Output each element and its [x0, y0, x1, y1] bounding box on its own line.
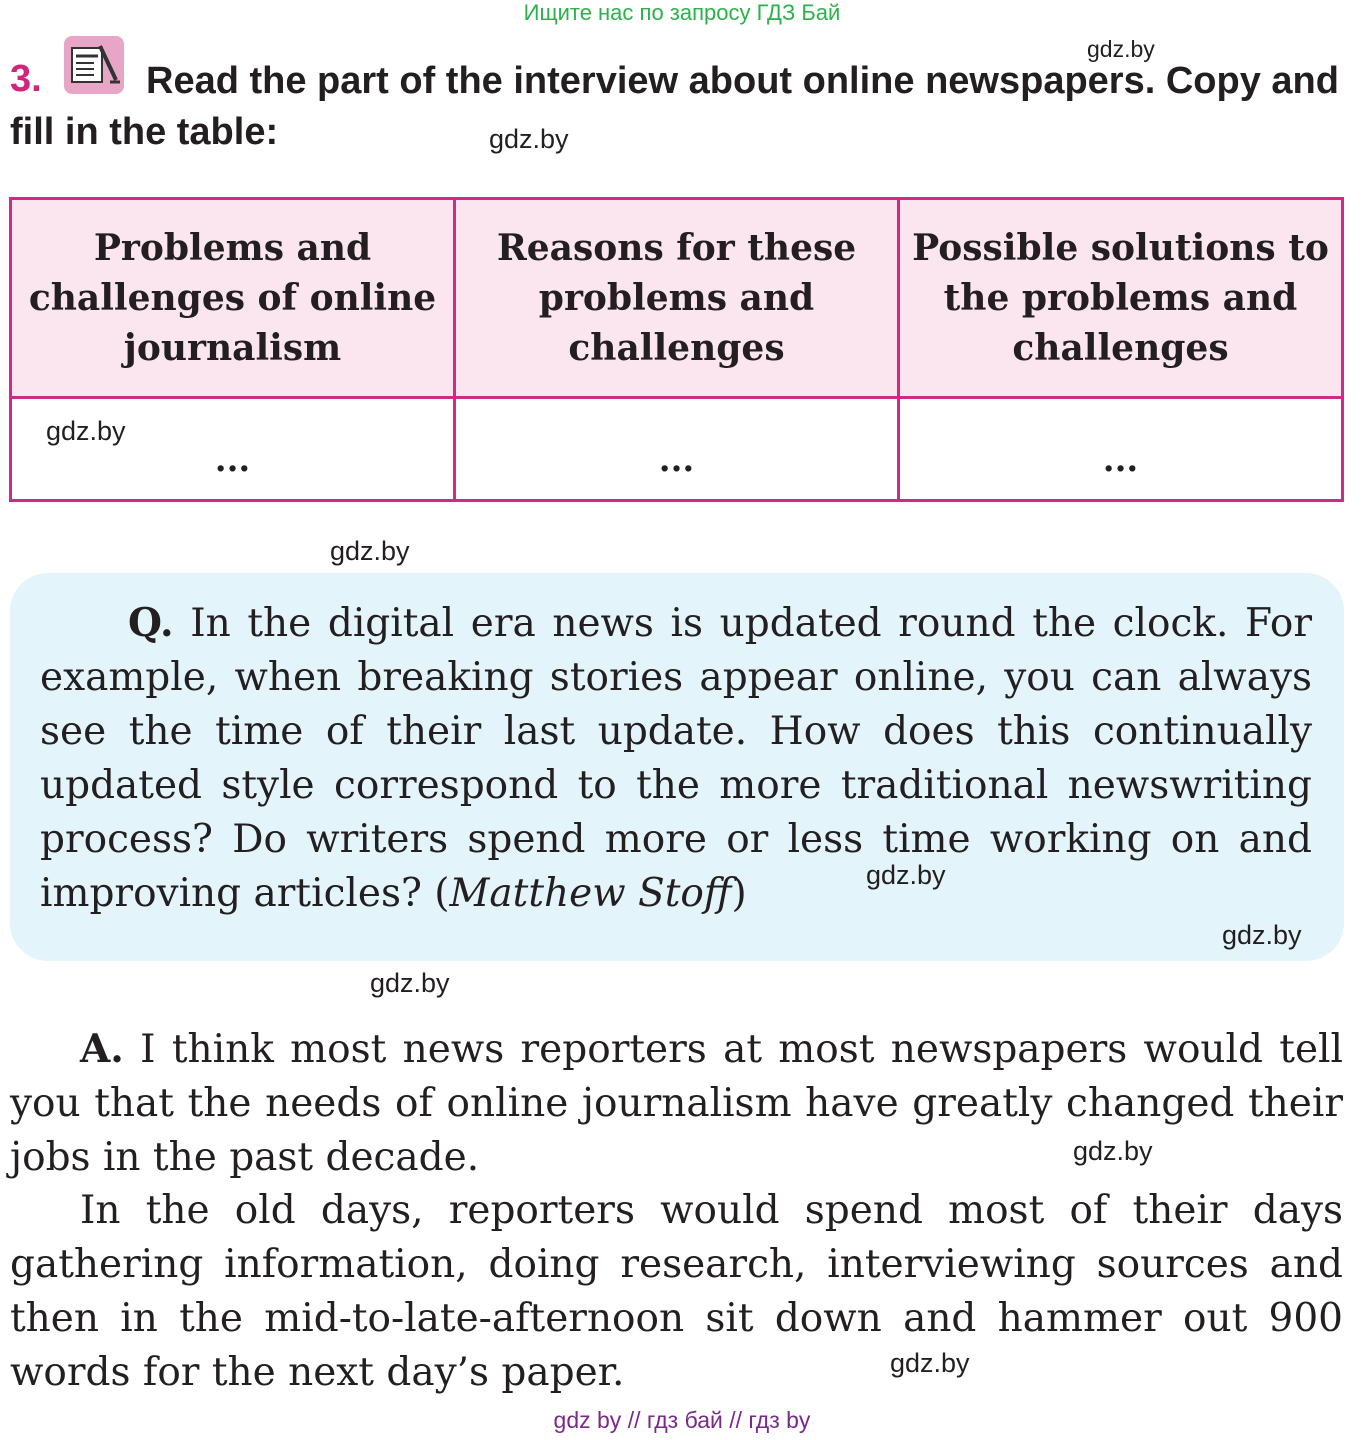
question-text: Q. In the digital era news is updated round the clock. For example, when breaking stories appear online, you can always see the time of their last update. How does this continually updated style correspond to the more traditional newswriting process? Do writers spend more or less time working on and improving articles? (Matthew Stoff) — [40, 600, 1313, 916]
table-header-reasons: Reasons for these problems and challenges — [455, 199, 899, 398]
table-header-solutions: Possible solutions to the problems and challenges — [899, 199, 1343, 398]
watermark: gdz.by — [370, 968, 450, 998]
answer-paragraph: A. I think most news reporters at most newspapers would tell you that the needs of online journalism have greatly changed their jobs in the past decade. — [10, 1026, 1343, 1180]
reading-icon — [64, 36, 124, 94]
top-banner[interactable]: Ищите нас по запросу ГДЗ Бай — [523, 0, 841, 25]
answer-paragraph: In the old days, reporters would spend most of their days gathering information, doing research, interviewing sources and then in the mid-to-late-afternoon sit down and hammer out 900 words for the next day’s paper. — [10, 1188, 1343, 1395]
watermark: gdz.by — [46, 416, 126, 446]
watermark: gdz.by — [890, 1348, 970, 1378]
table-cell-blank: ... — [11, 398, 455, 501]
footer-watermark: gdz by // гдз бай // гдз by — [553, 1407, 811, 1433]
table-cell-blank: ... — [899, 398, 1343, 501]
watermark: gdz.by — [1073, 1136, 1153, 1166]
watermark: gdz.by — [1087, 36, 1155, 62]
task-title: Read the part of the interview about online newspapers. Copy and fill in the table: — [10, 60, 1339, 153]
table-header-problems: Problems and challenges of online journalism — [11, 199, 455, 398]
fill-in-table — [9, 197, 1344, 502]
task-number: 3. — [10, 58, 42, 100]
table-cell-blank: ... — [455, 398, 899, 501]
watermark: gdz.by — [866, 860, 946, 890]
watermark: gdz.by — [330, 536, 410, 566]
watermark: gdz.by — [1222, 920, 1302, 950]
watermark: gdz.by — [489, 124, 569, 154]
